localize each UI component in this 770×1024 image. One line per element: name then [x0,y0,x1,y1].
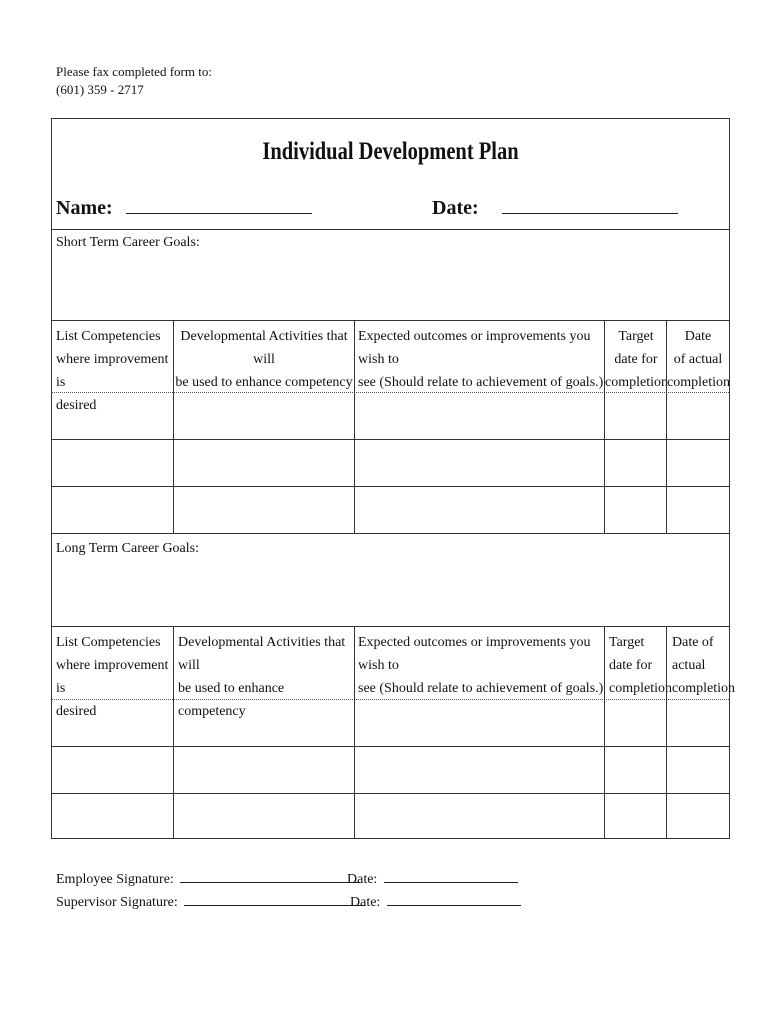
supervisor-signature-field[interactable] [184,891,364,906]
short-term-goals-field[interactable] [52,253,729,319]
name-label: Name: [56,197,113,219]
short-term-header-outcomes: Expected outcomes or improvements you wish to see (Should relate to achievement of goals.) [358,329,604,390]
long-term-header-target-date: Target date for completion [609,635,672,696]
form-title: Individual Development Plan [262,138,519,165]
employee-signature-label: Employee Signature: [56,872,174,887]
name-field[interactable] [126,195,312,214]
supervisor-signature-row [56,891,364,911]
short-term-header-target-date: Target date for completion [605,329,668,390]
supervisor-date-row [350,891,521,911]
fax-instruction-text: Please fax completed form to: [56,64,212,79]
table-row[interactable] [52,487,729,533]
date-label: Date: [432,197,479,219]
divider [52,320,729,321]
supervisor-date-field[interactable] [387,891,521,906]
long-term-header-activities: Developmental Activities that will be used to enhance competency [178,635,346,719]
development-plan-form [51,118,735,839]
long-term-goals-field[interactable] [52,559,729,625]
short-term-header-actual-date: Date of actual completion [667,329,730,390]
fax-number: (601) 359 - 2717 [56,82,144,97]
long-term-header-outcomes: Expected outcomes or improvements you wish to see (Should relate to achievement of goals.) [358,635,604,696]
table-row[interactable] [52,747,729,793]
table-row[interactable] [52,700,729,746]
supervisor-signature-label: Supervisor Signature: [56,895,178,910]
table-row-divider [52,533,729,534]
table-row[interactable] [52,440,729,486]
table-row[interactable] [52,794,729,839]
long-term-header-actual-date: Date of actual completion [672,635,735,696]
supervisor-date-label: Date: [350,895,381,910]
short-term-header-activities: Developmental Activities that will be used to enhance competency [175,329,353,390]
employee-signature-row [56,868,360,888]
employee-date-field[interactable] [384,868,518,883]
date-field[interactable] [502,195,678,214]
short-term-goals-label: Short Term Career Goals: [56,235,200,250]
divider [52,229,729,230]
table-row[interactable] [52,393,729,439]
divider [52,626,729,627]
employee-date-label: Date: [347,872,378,887]
long-term-header-competencies: List Competencies where improvement is desired [56,635,169,719]
long-term-goals-label: Long Term Career Goals: [56,541,199,556]
employee-signature-field[interactable] [180,868,360,883]
employee-date-row [347,868,518,888]
date-row [432,195,678,220]
short-term-header-competencies: List Competencies where improvement is desired [56,329,169,413]
fax-instructions [56,63,212,99]
name-row [56,195,312,220]
